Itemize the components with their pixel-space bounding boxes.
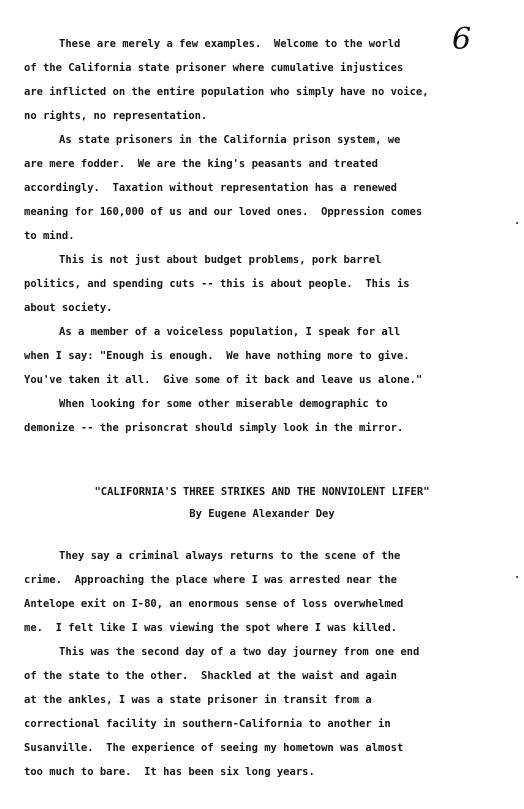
text-line: no rights, no representation. [24, 110, 208, 122]
text-line: These are merely a few examples. Welcome to the world [59, 38, 401, 50]
text-line: accordingly. Taxation without representation has a renewed [24, 182, 397, 194]
text-line: As state prisoners in the California prison system, we [59, 134, 401, 146]
text-line: when I say: "Enough is enough. We have nothing more to give. [24, 350, 410, 362]
text-line: are inflicted on the entire population who simply have no voice, [24, 86, 429, 98]
text-line: politics, and spending cuts -- this is about people. This is [24, 278, 410, 290]
text-line: of the California state prisoner where cumulative injustices [24, 62, 404, 74]
text-line: Antelope exit on I-80, an enormous sense of loss overwhelmed [24, 598, 404, 610]
scan-speck [516, 222, 518, 224]
text-line: me. I felt like I was viewing the spot where I was killed. [24, 622, 397, 634]
text-line: They say a criminal always returns to the scene of the [59, 550, 401, 562]
text-line: When looking for some other miserable demographic to [59, 398, 388, 410]
text-line: This was the second day of a two day journey from one end [59, 646, 420, 658]
text-line: Susanville. The experience of seeing my hometown was almost [24, 742, 404, 754]
text-line: about society. [24, 302, 113, 314]
article-body [24, 544, 494, 784]
text-line: to mind. [24, 230, 75, 242]
text-line: are mere fodder. We are the king's peasants and treated [24, 158, 379, 170]
text-line: demonize -- the prisoncrat should simply look in the mirror. [24, 422, 404, 434]
text-line: of the state to the other. Shackled at the waist and again [24, 670, 397, 682]
text-line: at the ankles, I was a state prisoner in transit from a [24, 694, 372, 706]
text-line: This is not just about budget problems, pork barrel [59, 254, 382, 266]
text-line: As a member of a voiceless population, I speak for all [59, 326, 401, 338]
text-line: too much to bare. It has been six long years. [24, 766, 315, 778]
scan-speck [516, 576, 518, 578]
text-line: You've taken it all. Give some of it back and leave us alone." [24, 374, 423, 386]
text-line: meaning for 160,000 of us and our loved ones. Oppression comes [24, 206, 423, 218]
article-byline: By Eugene Alexander Dey [189, 508, 335, 520]
article-title: "CALIFORNIA'S THREE STRIKES AND THE NONVIOLENT LIFER" [94, 486, 430, 498]
text-line: correctional facility in southern-California to another in [24, 718, 391, 730]
page-number: 6 [452, 22, 472, 57]
essay-section [24, 32, 494, 440]
text-line: crime. Approaching the place where I was arrested near the [24, 574, 397, 586]
